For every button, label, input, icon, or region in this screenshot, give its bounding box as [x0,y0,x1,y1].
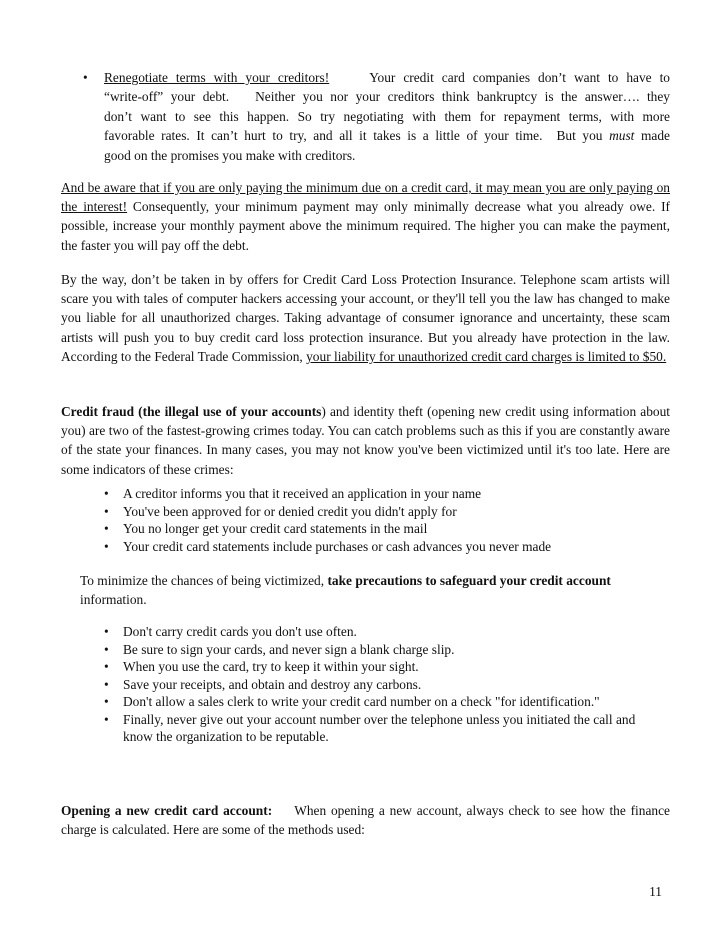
loss-protection-text: By the way, don’t be taken in by offers for Credit Card Loss Protection Insurance. Telephone scam artists will scare you with tales of computer hackers accessing your account, or they'll tell you the law has changed to make you liable for all unauthorized charges. Taking advantage of consumer ignorance and uncertainty, these scam artists will push you to buy credit card loss protection insurance. But you already have protection in the law. According to the Federal Trade Commission, [61,272,670,364]
list-item [104,641,673,659]
loss-protection-paragraph [61,270,670,366]
list-item [104,520,683,538]
p1-line2a: “write-off” your debt. [104,89,230,105]
p1-line4a: favorable rates. It can’t hurt to try, and all it takes is a little of your time. [104,128,543,144]
precaution-text: Be sure to sign your cards, and never sign a blank charge slip. [123,641,455,657]
new-account-heading: Opening a new credit card account: [61,803,273,818]
p1-line2b: Neither you nor your creditors think bankruptcy is the answer…. they [255,89,670,105]
indicator-text: A creditor informs you that it received an application in your name [123,486,482,501]
precautions-intro-line2: information. [80,592,147,608]
list-item [104,485,683,503]
new-account-paragraph [61,801,670,839]
bullet-marker: • [104,694,109,709]
precaution-text: Finally, never give out your account number over the telephone unless you initiated the call and know the organization to be reputable. [123,711,636,744]
p1-line4b: But you [556,128,603,144]
bullet-marker: • [104,486,109,501]
list-item [104,538,683,556]
new-account-text: When opening a new account, always check to see how the finance charge is calculated. Here are some of the methods used: [61,803,670,838]
p1-line1: Your credit card companies don’t want to have to [369,70,670,85]
indicator-text: Your credit card statements include purchases or cash advances you never made [123,538,552,554]
p1-line3: don’t want to see this happen. So try negotiating with them for repayment terms, with more [104,108,670,124]
indicator-text: You no longer get your credit card statements in the mail [123,521,428,536]
credit-fraud-heading: Credit fraud (the illegal use of your accounts [61,404,322,419]
bullet-marker: • [104,676,109,692]
minimum-warning: And be aware that if you are only paying the minimum due on a credit card, it may mean you are only paying on the interest! [61,180,670,215]
p1-line5: good on the promises you make with creditors. [104,147,356,163]
list-item [104,658,673,676]
credit-fraud-paragraph [61,402,670,479]
renegotiate-lead: Renegotiate terms with your creditors! [104,70,330,85]
minimum-rest: Consequently, your minimum payment may only minimally decrease what you already owe. If possible, increase your monthly payment above the minimum required. The higher you can make the payment, the faster you will pay off the debt. [61,199,670,253]
p1-line4-emphasis: must [609,128,635,144]
minimum-payment-paragraph [61,178,670,255]
list-item [104,711,663,746]
bullet-marker: • [104,624,109,639]
renegotiate-bullet-item [83,68,670,165]
precaution-text: Don't carry credit cards you don't use often. [123,624,357,639]
precautions-intro-text: To minimize the chances of being victimized, [80,573,328,588]
liability-limit: your liability for unauthorized credit card charges is limited to $50. [306,348,667,364]
precautions-list [104,623,673,746]
indicators-list [104,485,683,555]
bullet-marker: • [104,521,109,536]
list-item [104,623,673,641]
p1-line4d: made [641,128,670,144]
precaution-text: Don't allow a sales clerk to write your credit card number on a check "for identification." [123,694,600,709]
list-item [104,693,673,711]
page-number: 11 [649,884,662,899]
list-item [104,503,683,521]
precautions-intro [80,571,680,609]
bullet-marker: • [104,659,109,674]
bullet-marker: • [83,70,88,85]
precaution-text: Save your receipts, and obtain and destroy any carbons. [123,676,422,692]
precautions-emphasis: take precautions to safeguard your credit account [327,573,611,588]
bullet-marker: • [104,711,109,727]
bullet-marker: • [104,538,109,554]
indicator-text: You've been approved for or denied credit you didn't apply for [123,503,457,519]
list-item [104,676,673,694]
bullet-marker: • [104,503,109,519]
precaution-text: When you use the card, try to keep it within your sight. [123,659,419,674]
credit-fraud-text: ) and identity theft (opening new credit using information about you) are two of the fastest-growing crimes today. You can catch problems such as this if you are constantly aware of the state your finances. In many cases, you may not know you've been victimized until it's too late. Here are some indicators of these crimes: [61,404,671,477]
bullet-marker: • [104,641,109,657]
